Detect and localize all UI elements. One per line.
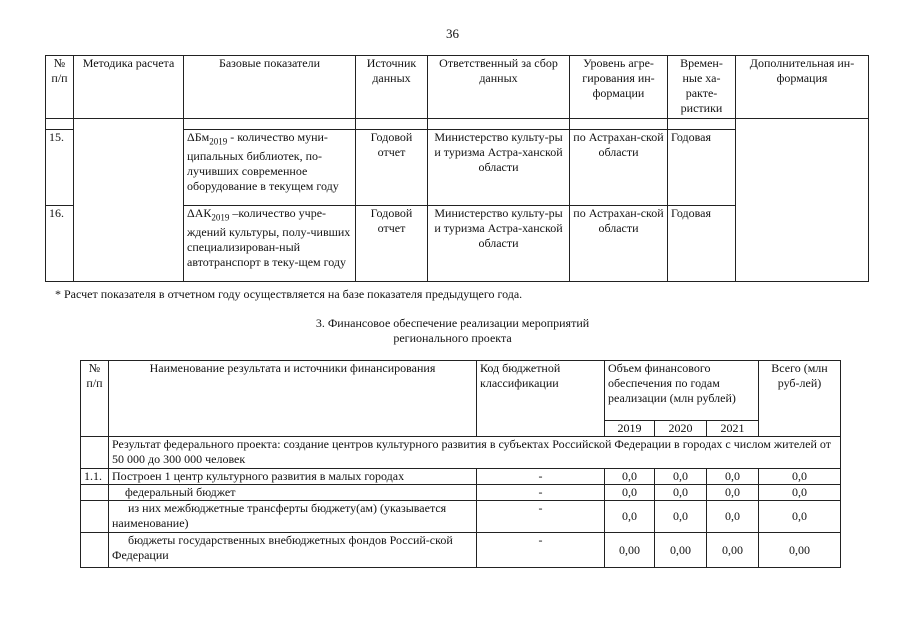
table-row [81, 533, 841, 568]
header-time: Времен-ные ха-ракте-ристики [668, 56, 736, 119]
row-code: - [477, 485, 605, 501]
header-method: Методика расчета [74, 56, 184, 119]
row-total: 0,0 [759, 469, 841, 485]
year-2020: 2020 [655, 421, 707, 437]
table-row [81, 469, 841, 485]
row-total: 0,00 [759, 533, 841, 568]
header-total: Всего (млн руб-лей) [759, 361, 841, 437]
row-2020: 0,0 [655, 501, 707, 533]
result-text: Результат федерального проекта: создание центров культурного развития в субъектах Российской Федерации в городах с числом жителей от 50 000 до 300 000 человек [109, 437, 841, 469]
row-source: Годовой отчет [356, 130, 428, 206]
page-number: 36 [446, 26, 459, 41]
section-title [0, 316, 905, 346]
header-base: Базовые показатели [184, 56, 356, 119]
table-row [81, 485, 841, 501]
row-responsible: Министерство культу-ры и туризма Астра-ханской области [428, 206, 570, 282]
footnote: * Расчет показателя в отчетном году осуществляется на базе показателя предыдущего года. [55, 287, 523, 301]
additional-cell [736, 119, 869, 282]
row-2021: 0,0 [707, 469, 759, 485]
table-header-row [81, 361, 841, 421]
row-code: - [477, 533, 605, 568]
row-time: Годовая [668, 206, 736, 282]
row-2019: 0,0 [605, 501, 655, 533]
row-num [81, 501, 109, 533]
row-2020: 0,0 [655, 485, 707, 501]
header-level: Уровень агре-гирования ин-формации [570, 56, 668, 119]
year-2019: 2019 [605, 421, 655, 437]
row-name: из них межбюджетные трансферты бюджету(ам) (указывается наименование) [109, 501, 477, 533]
row-code: - [477, 501, 605, 533]
row-2021: 0,0 [707, 485, 759, 501]
row-level: по Астрахан-ской области [570, 206, 668, 282]
row-num [81, 533, 109, 568]
row-time: Годовая [668, 130, 736, 206]
header-num: № п/п [81, 361, 109, 437]
row-2019: 0,0 [605, 469, 655, 485]
row-2019: 0,0 [605, 485, 655, 501]
row-num: 15. [46, 130, 74, 206]
row-2019: 0,00 [605, 533, 655, 568]
header-responsible: Ответственный за сбор данных [428, 56, 570, 119]
row-2020: 0,0 [655, 469, 707, 485]
header-num: № п/п [46, 56, 74, 119]
spacer-row [46, 119, 869, 130]
year-2021: 2021 [707, 421, 759, 437]
row-num [81, 485, 109, 501]
header-name: Наименование результата и источники финансирования [109, 361, 477, 437]
row-responsible: Министерство культу-ры и туризма Астра-ханской области [428, 130, 570, 206]
header-volume: Объем финансового обеспечения по годам реализации (млн рублей) [605, 361, 759, 421]
row-source: Годовой отчет [356, 206, 428, 282]
row-name: Построен 1 центр культурного развития в малых городах [109, 469, 477, 485]
row-2020: 0,00 [655, 533, 707, 568]
header-additional: Дополнительная ин-формация [736, 56, 869, 119]
row-2021: 0,00 [707, 533, 759, 568]
row-base: ΔБм$_{2019}$ - количество муни-ципальных библиотек, по-лучивших современное оборудование в текущем году [184, 130, 356, 206]
row-num: 16. [46, 206, 74, 282]
row-name: бюджеты государственных внебюджетных фондов Россий-ской Федерации [109, 533, 477, 568]
table-row [81, 501, 841, 533]
row-num: 1.1. [81, 469, 109, 485]
header-code: Код бюджетной классификации [477, 361, 605, 437]
section-title-line1: 3. Финансовое обеспечение реализации мероприятий [315, 316, 590, 330]
row-base: $\Delta АК_{2019}$ –количество учре-ждений культуры, полу-чивших специализирован-ный автотранспорт в теку-щем году [184, 206, 356, 282]
row-level: по Астрахан-ской области [570, 130, 668, 206]
row-total: 0,0 [759, 485, 841, 501]
row-2021: 0,0 [707, 501, 759, 533]
table-header-row [46, 56, 869, 119]
header-source: Источник данных [356, 56, 428, 119]
section-title-line2: регионального проекта [393, 331, 512, 345]
row-name: федеральный бюджет [109, 485, 477, 501]
indicators-table [45, 55, 869, 282]
row-total: 0,0 [759, 501, 841, 533]
result-row [81, 437, 841, 469]
finance-table [80, 360, 841, 568]
method-cell [74, 119, 184, 282]
row-code: - [477, 469, 605, 485]
